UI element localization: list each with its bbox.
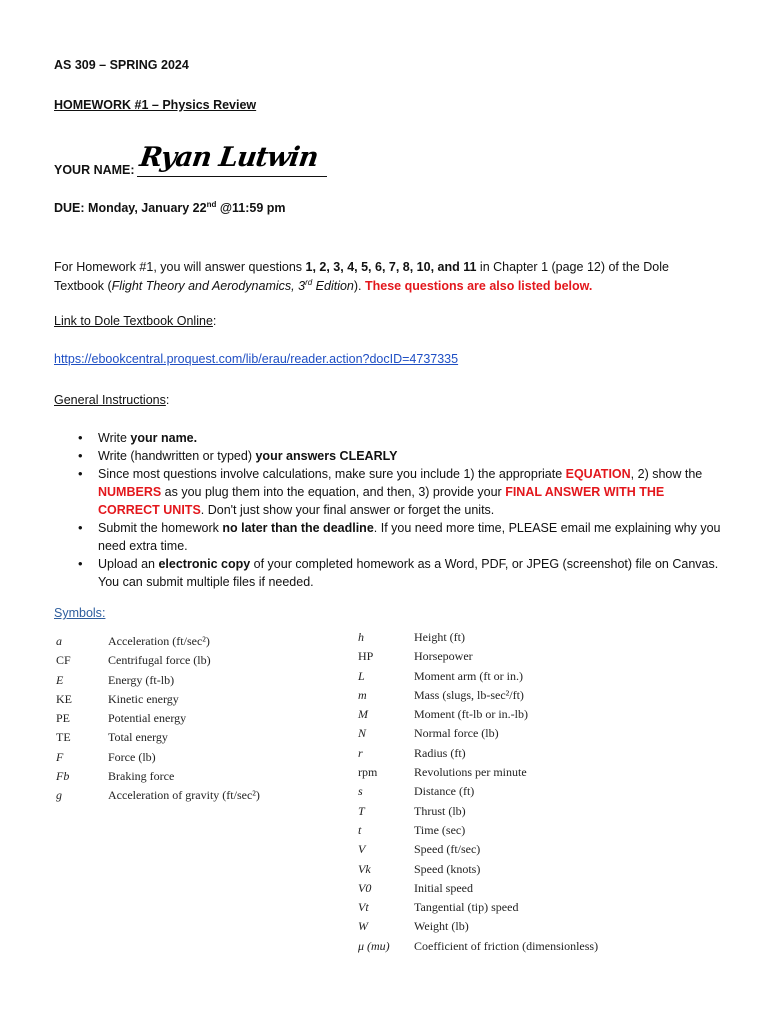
symbols-heading-colon: : [101,606,106,620]
due-time: @11:59 pm [216,201,286,215]
symbol: V [358,842,366,857]
symbol-row [56,632,260,651]
name-label: YOUR NAME: [54,163,135,177]
symbol: PE [56,711,71,726]
item-bold: your name. [130,431,198,445]
symbol-description: Energy (ft-lb) [108,672,175,687]
intro-text-3: ). [353,279,365,293]
symbols-heading-line [54,606,105,620]
link-heading: Link to Dole Textbook Online [54,314,213,328]
item-red: NUMBERS [98,485,162,499]
symbol-description: Normal force (lb) [414,726,499,741]
symbol-description: Height (ft) [414,630,465,644]
symbol-description: Thrust (lb) [414,803,466,818]
due-prefix: DUE: Monday, January 22 [54,201,207,215]
item-text: . Don't just show your final answer or forget the units. [200,503,495,517]
symbol: μ (mu) [358,938,390,953]
item-red: FINAL ANSWER WITH THE CORRECT UNITS [98,485,665,517]
symbol: r [358,745,363,760]
symbol-description: Moment arm (ft or in.) [414,668,523,683]
intro-paragraph [54,258,714,296]
symbol-row [358,840,598,859]
symbols-table-right [358,628,598,956]
symbol-description: Weight (lb) [414,919,469,934]
symbol-description: Horsepower [414,649,473,664]
symbols-table-left [56,632,260,806]
symbol: W [358,919,368,934]
symbol-row [358,821,598,840]
item-text: . If you need more time, PLEASE email me explaining why you need extra time. [98,521,721,553]
symbol-description: Kinetic energy [108,691,179,706]
handwritten-signature: Ryan Lutwin [137,142,320,173]
item-text: Write (handwritten or typed) [98,449,256,463]
item-bold: your answers CLEARLY [255,449,398,463]
item-text: of your completed homework as a Word, PDF, or JPEG (screenshot) file on Canvas. You can submit multiple files if needed. [98,557,719,589]
symbol: rpm [358,765,378,780]
symbol: V0 [358,880,372,895]
symbol: L [358,668,365,683]
symbol: Vk [358,861,371,876]
symbol: CF [56,653,71,668]
symbol-description: Coefficient of friction (dimensionless) [414,938,599,953]
symbol-row [358,860,598,879]
item-text: Since most questions involve calculations, make sure you include 1) the appropriate [98,467,566,481]
symbol-row [358,686,598,705]
due-date [54,201,286,215]
list-item [78,447,728,465]
symbol-description: Total energy [108,730,168,745]
list-item [78,519,728,555]
symbols-heading: Symbols [54,606,102,620]
symbol: t [358,822,362,837]
symbol: Vt [358,900,369,915]
symbol-row [358,937,598,956]
symbol-row [358,898,598,917]
book-edition-sup: rd [305,277,313,287]
symbol: h [358,630,364,644]
course-title: AS 309 – SPRING 2024 [54,58,189,72]
symbol-row [56,786,260,805]
textbook-link[interactable]: https://ebookcentral.proquest.com/lib/erau/reader.action?docID=4737335 [54,352,459,366]
symbol-description: Mass (slugs, lb-sec²/ft) [414,687,524,702]
symbol: E [56,672,64,687]
symbol-row [56,728,260,747]
symbol: Fb [56,769,70,784]
item-text: Write [98,431,131,445]
symbol: N [358,726,367,741]
book-edition: Edition [312,279,354,293]
symbol-row [56,767,260,786]
symbol-description: Distance (ft) [414,784,475,799]
symbol-row [358,705,598,724]
symbol-row [358,917,598,936]
symbol-description: Force (lb) [108,749,156,764]
symbol-row [56,671,260,690]
book-title: Flight Theory and Aerodynamics, 3 [111,279,306,293]
symbol-description: Speed (knots) [414,861,481,876]
item-bold: no later than the deadline [222,521,374,535]
symbol-row [358,782,598,801]
question-list: 1, 2, 3, 4, 5, 6, 7, 8, 10, and 11 [305,260,477,274]
general-heading-colon: : [165,393,170,407]
symbol-row [358,724,598,743]
symbol: TE [56,730,71,745]
symbol: g [56,788,62,803]
symbol-row [56,709,260,728]
symbol-row [56,690,260,709]
list-item [78,555,728,591]
item-red: EQUATION [565,467,631,481]
general-instructions-heading: General Instructions [54,393,166,407]
symbol-description: Potential energy [108,711,187,726]
symbol-row [358,628,598,647]
link-heading-line [54,314,216,328]
symbol: F [56,749,64,764]
symbol-description: Revolutions per minute [414,765,527,780]
intro-text-1: For Homework #1, you will answer questions [54,260,306,274]
symbol-row [358,763,598,782]
symbol-description: Acceleration of gravity (ft/sec²) [108,788,260,803]
symbol-row [358,802,598,821]
symbol-description: Time (sec) [414,822,466,837]
instructions-list [78,429,728,591]
general-heading-line [54,393,169,407]
item-text: , 2) show the [630,467,703,481]
symbol-row [358,647,598,666]
symbol-row [56,651,260,670]
item-text: Submit the homework [98,521,223,535]
item-text: Upload an [98,557,159,571]
symbol-description: Moment (ft-lb or in.-lb) [414,707,528,722]
list-item [78,429,728,447]
symbol-row [56,748,260,767]
list-item [78,465,728,519]
symbol: s [358,784,363,799]
symbol-description: Centrifugal force (lb) [108,653,211,668]
symbol: a [56,634,62,648]
link-heading-colon: : [212,314,217,328]
symbol-description: Braking force [108,769,175,784]
symbol-description: Initial speed [414,880,473,895]
item-text: as you plug them into the equation, and then, 3) provide your [161,485,506,499]
symbol-row [358,879,598,898]
symbol: T [358,803,365,818]
item-bold: electronic copy [158,557,251,571]
red-note: These questions are also listed below. [365,279,593,293]
intro-text-2: in Chapter 1 (page 12) of the Dole Textbook ( [54,260,669,293]
symbol-row [358,744,598,763]
symbol-row [358,667,598,686]
symbol: HP [358,649,374,664]
symbol: KE [56,691,72,706]
homework-title: HOMEWORK #1 – Physics Review [54,98,257,112]
symbol: m [358,687,367,702]
due-suffix-sup: nd [206,199,217,209]
symbol: M [358,707,368,722]
symbol-description: Acceleration (ft/sec²) [108,634,210,648]
symbol-description: Radius (ft) [414,745,466,760]
symbol-description: Tangential (tip) speed [414,900,519,915]
symbol-description: Speed (ft/sec) [414,842,481,857]
